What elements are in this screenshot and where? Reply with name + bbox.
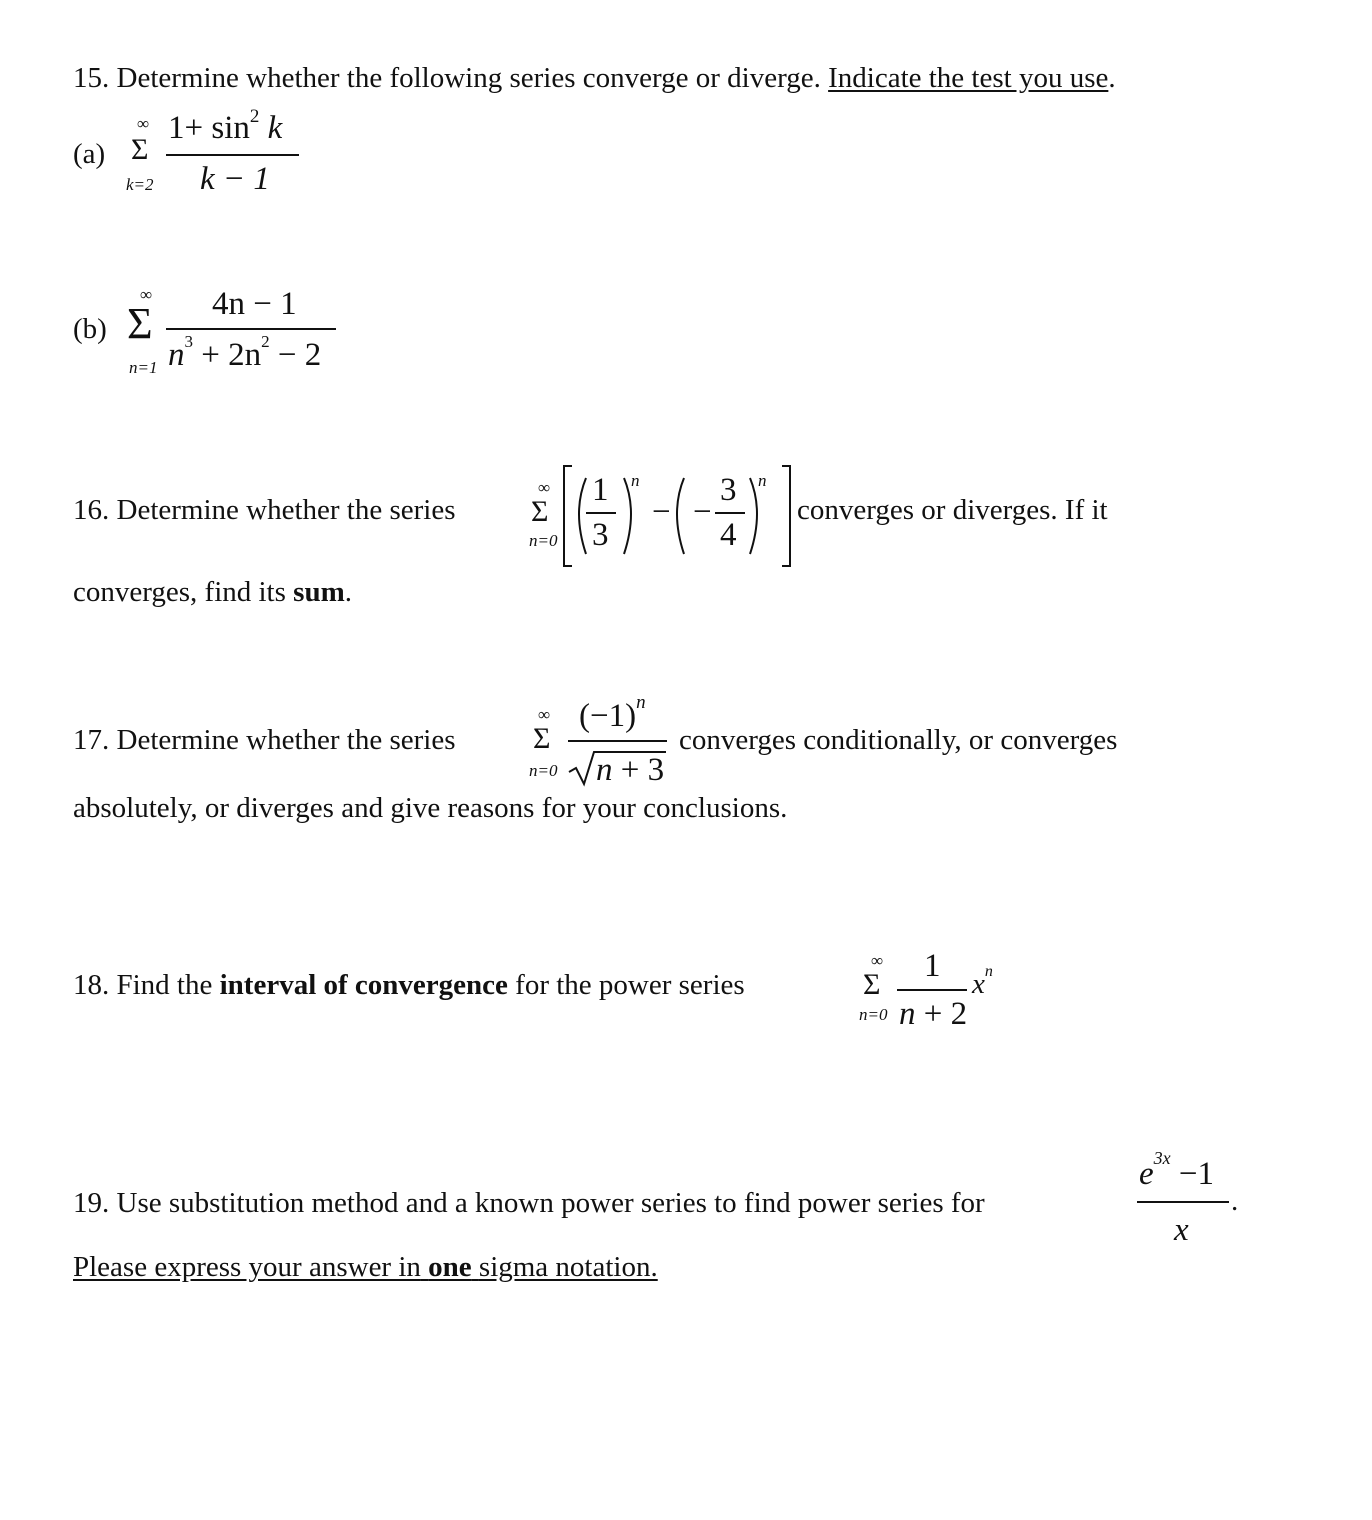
q16-frac1-num: 1 — [592, 472, 609, 508]
q17-number: 17. — [73, 724, 110, 756]
q15a-denominator: k − 1 — [200, 161, 270, 197]
q16-sum-lower: n=0 — [529, 531, 558, 550]
q17-prompt — [73, 722, 456, 758]
q17-line2: absolutely, or diverges and give reasons for your conclusions. — [73, 792, 788, 824]
q17-sum-upper: ∞ — [538, 705, 551, 724]
q15-text: Determine whether the following series converge or diverge. — [116, 62, 821, 94]
q15b-numerator: 4n − 1 — [212, 286, 297, 322]
q15a-numerator: $1+ \sin^2 k$ — [168, 106, 283, 146]
q17-text: Determine whether the series — [116, 724, 456, 756]
q16-frac2-bar — [715, 512, 745, 514]
q15a-num-power: 2 — [249, 106, 260, 127]
q15b-sum-lower: n=1 — [129, 358, 158, 377]
q15-end: . — [1108, 62, 1116, 94]
q19-one: one — [428, 1251, 472, 1283]
q15-prompt — [73, 60, 1116, 96]
q18-sum-upper: ∞ — [871, 951, 884, 970]
q18-number: 18. — [73, 969, 110, 1001]
q18-denominator: n + 2 — [899, 996, 968, 1032]
q15b-sum-upper: ∞ — [140, 285, 153, 304]
q15b-denominator: $n^3 + 2n^2 - 2$ — [168, 332, 322, 373]
q15b-fraction-bar — [166, 328, 336, 330]
q15a-num-var: k — [267, 110, 283, 146]
q15b-label: (b) — [73, 313, 107, 345]
q15a-fraction-bar — [166, 154, 299, 156]
q17-numerator: $(-1)^n$ — [579, 692, 646, 734]
q16-minus-main: − — [652, 494, 671, 530]
q15a-label: (a) — [73, 138, 106, 170]
q19-numerator: $e^{3x} -1$ — [1139, 1148, 1215, 1192]
q15b-sigma: Σ — [127, 299, 153, 348]
q18-fraction-bar — [897, 989, 967, 991]
q16-line2: converges, find its sum. — [73, 576, 352, 608]
q19-text: Use substitution method and a known power series to find power series for — [116, 1187, 985, 1219]
q16-frac2-den: 4 — [720, 517, 737, 553]
q18-bold: interval of convergence — [219, 969, 508, 1001]
q15-number: 15. — [73, 62, 110, 94]
q16-frac1-bar — [586, 512, 616, 514]
q16-text: Determine whether the series — [116, 494, 456, 526]
q16-sum-word: sum — [293, 576, 345, 608]
q16-exp1: n — [631, 471, 640, 490]
q18-prompt: 18. Find the interval of convergence for the power series — [73, 969, 745, 1001]
q18-power: $x^n$ — [972, 963, 993, 1000]
q15a-sum-lower: k=2 — [126, 175, 154, 194]
q16-prompt — [73, 492, 456, 528]
q19-number: 19. — [73, 1187, 110, 1219]
q18-sum-lower: n=0 — [859, 1005, 888, 1024]
q18-sigma: Σ — [863, 968, 881, 1001]
q17-denominator: n + 3 — [596, 752, 665, 788]
q18-numerator: 1 — [924, 948, 941, 984]
q17-fraction-bar — [568, 740, 667, 742]
q16-exp2: n — [758, 471, 767, 490]
q19-prompt — [73, 1185, 985, 1221]
q17-text-after: converges conditionally, or converges — [679, 724, 1118, 756]
q17-sum-lower: n=0 — [529, 761, 558, 780]
q19-end: . — [1231, 1185, 1239, 1217]
q16-text-after: converges or diverges. If it — [797, 494, 1108, 526]
q16-minus-inner: − — [693, 494, 712, 530]
q15a-sum-upper: ∞ — [137, 114, 150, 133]
q16-frac2-num: 3 — [720, 472, 737, 508]
q19-line2: Please express your answer in one sigma notation. — [73, 1251, 658, 1283]
q15-emphasis: Indicate the test you use — [828, 62, 1109, 94]
q19-fraction-bar — [1137, 1201, 1229, 1203]
q16-sum-upper: ∞ — [538, 478, 551, 497]
q19-denominator: x — [1174, 1212, 1189, 1248]
q16-frac1-den: 3 — [592, 517, 609, 553]
q15a-sigma: Σ — [131, 133, 149, 166]
q16-number: 16. — [73, 494, 110, 526]
q16-sigma: Σ — [531, 495, 549, 528]
q17-sigma: Σ — [533, 722, 551, 755]
